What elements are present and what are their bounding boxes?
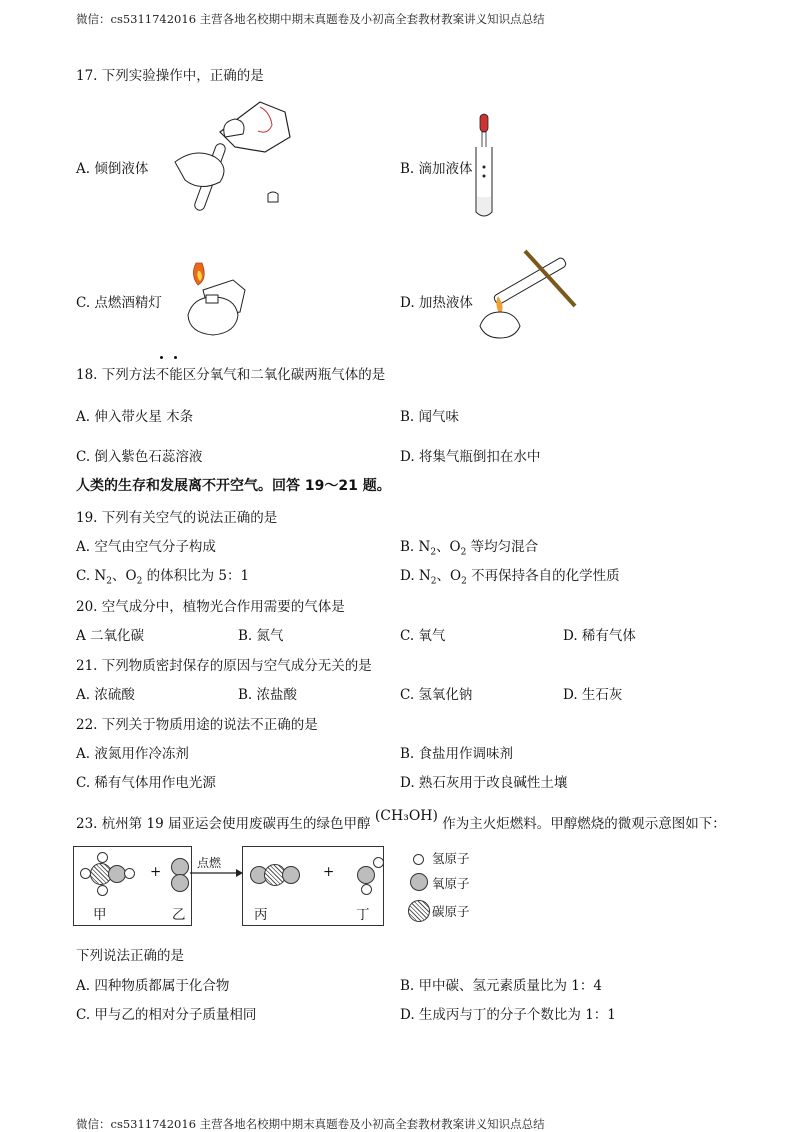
oxygen-atom [357,866,375,884]
legend-oxygen-atom [410,873,428,891]
q17-option-a: A. 倾倒液体 [76,161,149,177]
heating-tube-illustration [470,246,580,346]
page-footer: 微信：cs5311742016 主营各地名校期中期末真题卷及小初高全套教材教案讲义知识点总结 [76,1117,545,1131]
plus-sign: + [323,864,335,880]
q22-stem: 22. 下列关于物质用途的说法不正确的是 [76,717,318,733]
q20-stem: 20. 空气成分中，植物光合作用需要的气体是 [76,599,345,615]
q22-option-a: A. 液氮用作冷冻剂 [76,746,189,762]
hydrogen-atom [124,868,135,879]
label-yi: 乙 [172,907,186,923]
q18-stem [76,363,385,383]
dropper-illustration [470,112,500,222]
q19-option-a: A. 空气由空气分子构成 [76,539,216,555]
q19-option-d: D. $N_2$、$O_2$ 不再保持各自的化学性质 [400,568,620,587]
plus-sign: + [150,864,162,880]
alcohol-lamp-illustration [178,255,258,345]
q21-option-b: B. 浓盐酸 [238,687,298,703]
q23-option-a: A. 四种物质都属于化合物 [76,978,230,994]
q17-option-b: B. 滴加液体 [400,161,473,177]
q21-option-a: A. 浓硫酸 [76,687,135,703]
label-jia: 甲 [93,907,107,923]
q18-option-a: A. 伸入带火星 木条 [76,409,194,425]
page-header: 微信：cs5311742016 主营各地名校期中期末真题卷及小初高全套教材教案讲义知识点总结 [76,12,545,26]
q23-stem-pre: 23. 杭州第 19 届亚运会使用废碳再生的绿色甲醇 [76,816,371,832]
q20-option-a: A 二氧化碳 [76,628,145,644]
q18-option-c: C. 倒入紫色石蕊溶液 [76,449,203,465]
q23-option-d: D. 生成丙与丁的分子个数比为 1：1 [400,1007,616,1023]
q20-option-c: C. 氧气 [400,628,446,644]
q22-option-d: D. 熟石灰用于改良碱性土壤 [400,775,568,791]
q19-option-c-text: 的体积比为 5：1 [146,568,250,584]
q17-option-d: D. 加热液体 [400,295,473,311]
q18-stem-post: 区分氧气和二氧化碳两瓶气体的是 [182,367,386,383]
q23-stem [76,808,726,832]
q19-option-d-text: 不再保持各自的化学性质 [471,568,620,584]
label-bing: 丙 [254,907,268,923]
emphasis-dot [160,356,163,359]
q18-option-b: B. 闻气味 [400,409,460,425]
section-heading: 人类的生存和发展离不开空气。回答 19～21 题。 [76,478,391,494]
q18-stem-emphasis: 不能 [155,367,183,383]
hydrogen-atom [373,857,384,868]
label-ding: 丁 [356,907,370,923]
oxygen-atom [282,866,300,884]
q21-option-d: D. 生石灰 [563,687,623,703]
q19-stem: 19. 下列有关空气的说法正确的是 [76,510,278,526]
hydrogen-atom [361,884,372,895]
hydrogen-atom [97,852,108,863]
arrow-label: 点燃 [197,856,222,870]
q18-option-d: D. 将集气瓶倒扣在水中 [400,449,541,465]
q20-option-b: B. 氮气 [238,628,284,644]
legend-carbon-atom [408,900,430,922]
q22-option-c: C. 稀有气体用作电光源 [76,775,216,791]
legend-hydrogen-atom [413,854,424,865]
q19-option-c: C. $N_2$、$O_2$ 的体积比为 5：1 [76,568,250,587]
q20-option-d: D. 稀有气体 [563,628,636,644]
q21-option-c: C. 氢氧化钠 [400,687,473,703]
q23-stem-post: 作为主火炬燃料。甲醇燃烧的微观示意图如下： [442,816,726,832]
reaction-arrow-icon [190,868,244,878]
q19-option-b: B. $N_2$、$O_2$ 等均匀混合 [400,539,539,558]
q17-stem: 17. 下列实验操作中，正确的是 [76,68,264,84]
q19-option-b-text: 等均匀混合 [470,539,539,555]
q23-formula: (CH₃OH) [374,808,438,824]
legend-oxygen-label: 氧原子 [432,876,470,891]
q23-option-c: C. 甲与乙的相对分子质量相同 [76,1007,257,1023]
q23-after: 下列说法正确的是 [76,948,184,964]
q18-stem-pre: 18. 下列方法 [76,367,156,383]
q22-option-b: B. 食盐用作调味剂 [400,746,514,762]
pouring-liquid-illustration [160,92,310,217]
emphasis-dot [174,356,177,359]
legend-carbon-label: 碳原子 [432,904,470,919]
oxygen-atom [171,874,189,892]
q21-stem: 21. 下列物质密封保存的原因与空气成分无关的是 [76,658,372,674]
legend-hydrogen-label: 氢原子 [432,851,470,866]
q17-option-c: C. 点燃酒精灯 [76,295,162,311]
q23-option-b: B. 甲中碳、氢元素质量比为 1：4 [400,978,602,994]
hydrogen-atom [97,885,108,896]
